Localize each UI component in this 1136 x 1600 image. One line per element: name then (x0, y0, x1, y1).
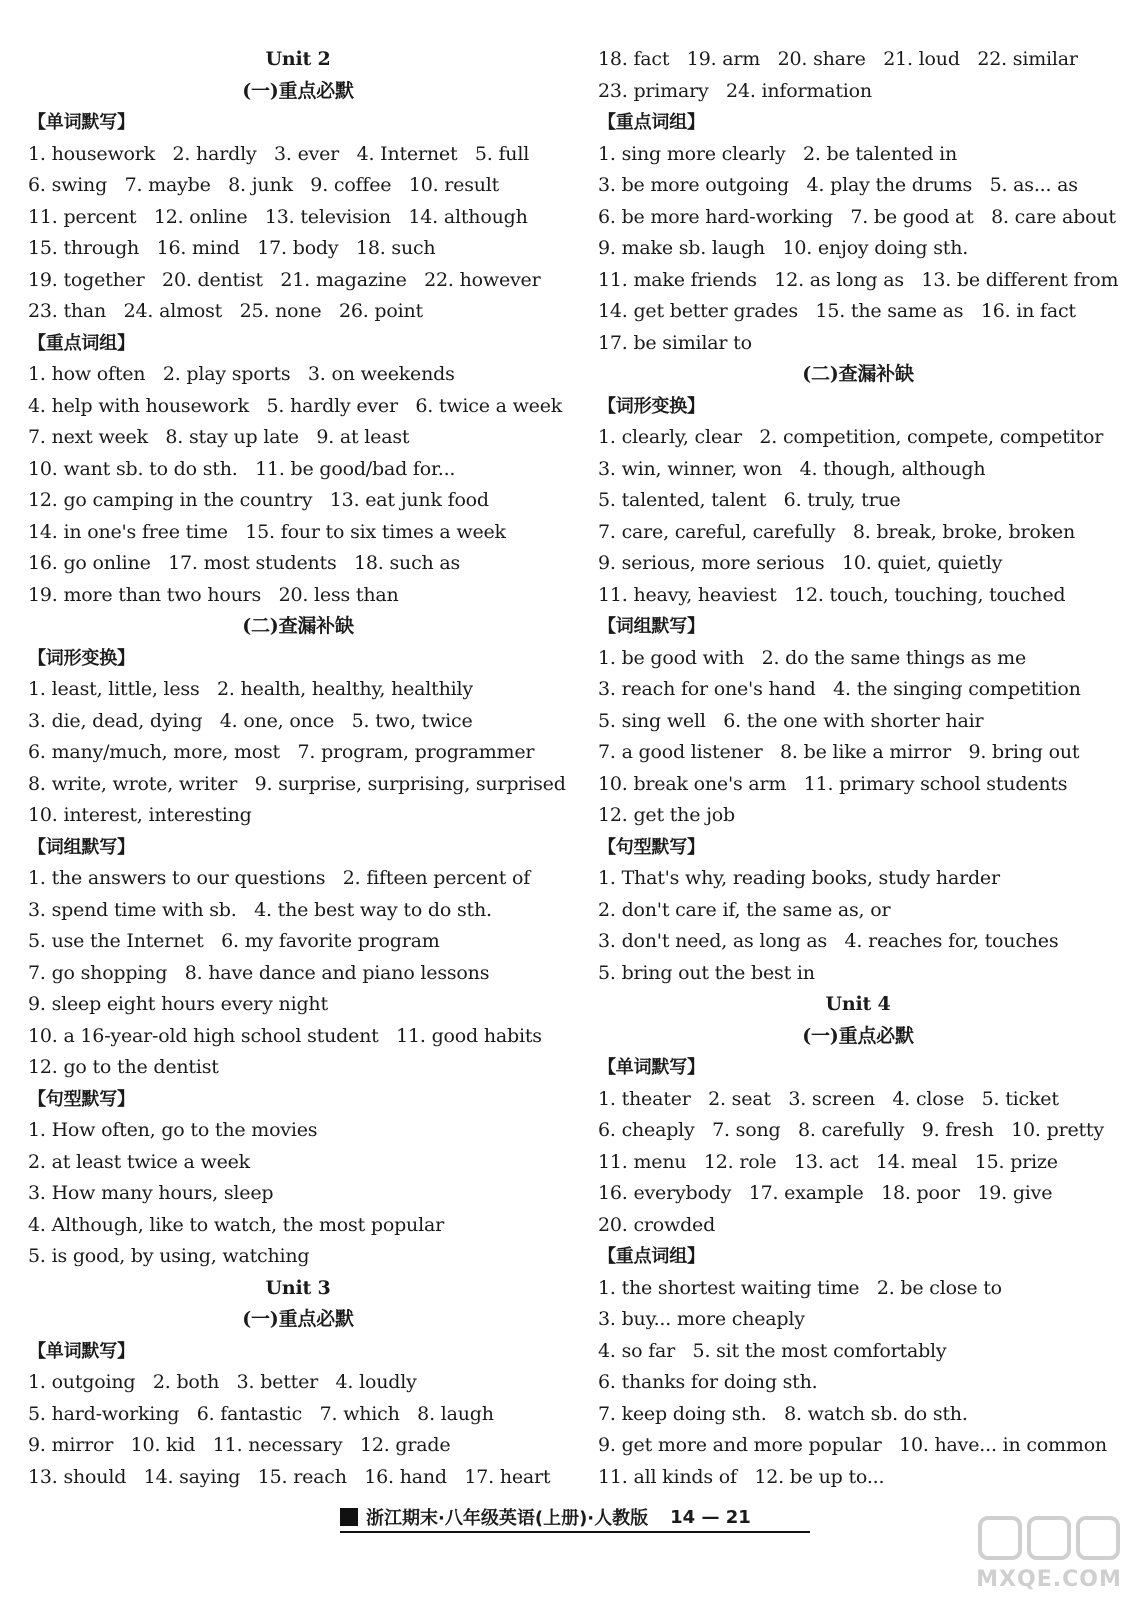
answer-line: 7. next week 8. stay up late 9. at least (28, 426, 410, 448)
answer-line: 3. don't need, as long as 4. reaches for, touches (598, 930, 1059, 952)
answer-line: 10. break one's arm 11. primary school students (598, 772, 1068, 795)
answer-line: 9. make sb. laugh 10. enjoy doing sth. (598, 237, 969, 259)
watermark-text: MXQE.COM (976, 1567, 1122, 1592)
unit-title: Unit 2 (265, 48, 331, 70)
answer-line: 13. should 14. saying 15. reach 16. hand 17. heart (28, 1465, 551, 1488)
answer-line: 4. so far 5. sit the most comfortably (598, 1339, 947, 1362)
watermark-seal-icon (974, 1512, 1124, 1568)
category-heading: 【词形变换】 (28, 647, 135, 669)
footer-square-icon (340, 1508, 358, 1526)
footer-title: 浙江期末·八年级英语(上册)·人教版 (366, 1508, 649, 1529)
answer-line: 9. serious, more serious 10. quiet, quietly (598, 552, 1003, 574)
answer-line: 4. Although, like to watch, the most popular (28, 1213, 444, 1236)
answer-line: 5. is good, by using, watching (28, 1245, 310, 1267)
unit-title: Unit 4 (825, 993, 891, 1015)
answer-line: 5. use the Internet 6. my favorite program (28, 930, 440, 952)
category-heading: 【重点词组】 (598, 112, 705, 133)
answer-line: 1. outgoing 2. both 3. better 4. loudly (28, 1371, 417, 1393)
answer-line: 3. buy... more cheaply (598, 1308, 805, 1330)
answer-line: 19. more than two hours 20. less than (28, 583, 399, 606)
watermark-logo (974, 1512, 1124, 1592)
footer-divider (340, 1531, 810, 1533)
answer-line: 14. get better grades 15. the same as 16. in fact (598, 300, 1076, 322)
answer-line: 6. many/much, more, most 7. program, programmer (28, 741, 535, 763)
answer-line: 7. a good listener 8. be like a mirror 9. bring out (598, 741, 1080, 763)
category-heading: 【句型默写】 (28, 1088, 135, 1110)
unit-title: Unit 3 (265, 1276, 331, 1299)
answer-line: 6. swing 7. maybe 8. junk 9. coffee 10. result (28, 174, 500, 196)
answer-line: 2. don't care if, the same as, or (598, 898, 891, 921)
answer-line: 11. percent 12. online 13. television 14. although (28, 205, 528, 228)
answer-line: 8. write, wrote, writer 9. surprise, surprising, surprised (28, 772, 566, 795)
answer-line: 1. least, little, less 2. health, healthy, healthily (28, 678, 473, 700)
answer-line: 3. spend time with sb. 4. the best way to do sth. (28, 898, 492, 921)
category-heading: 【句型默写】 (598, 836, 705, 858)
page-number: 14 — 21 (670, 1506, 751, 1528)
answer-line: 3. reach for one's hand 4. the singing competition (598, 678, 1081, 700)
answer-line: 19. together 20. dentist 21. magazine 22. however (28, 268, 541, 291)
section-title: (二)查漏补缺 (802, 363, 914, 385)
answer-line: 1. be good with 2. do the same things as me (598, 646, 1027, 669)
answer-line: 11. make friends 12. as long as 13. be different from (598, 268, 1119, 291)
section-title: (二)查漏补缺 (242, 615, 354, 637)
answer-line: 1. housework 2. hardly 3. ever 4. Internet 5. full (28, 142, 530, 165)
answer-line: 6. thanks for doing sth. (598, 1371, 818, 1393)
answer-line: 9. sleep eight hours every night (28, 993, 328, 1015)
answer-line: 7. keep doing sth. 8. watch sb. do sth. (598, 1402, 968, 1425)
answer-line: 12. go to the dentist (28, 1056, 219, 1078)
category-heading: 【单词默写】 (28, 1340, 135, 1362)
answer-line: 7. go shopping 8. have dance and piano lessons (28, 961, 490, 984)
answer-line: 14. in one's free time 15. four to six times a week (28, 520, 506, 543)
category-heading: 【单词默写】 (598, 1057, 705, 1078)
left-column (28, 44, 568, 1493)
answer-line: 6. be more hard-working 7. be good at 8. care about (598, 205, 1116, 228)
answer-line: 1. the answers to our questions 2. fifteen percent of (28, 867, 531, 889)
answer-line: 3. How many hours, sleep (28, 1182, 274, 1204)
page-footer (340, 1500, 810, 1534)
answer-line: 1. How often, go to the movies (28, 1119, 318, 1141)
answer-line: 10. want sb. to do sth. 11. be good/bad for... (28, 457, 456, 480)
section-title: (一)重点必默 (242, 79, 354, 102)
answer-line: 12. get the job (598, 804, 735, 826)
category-heading: 【重点词组】 (28, 332, 135, 354)
answer-line: 5. sing well 6. the one with shorter hair (598, 709, 984, 732)
answer-line: 1. That's why, reading books, study harder (598, 867, 1000, 889)
answer-line: 16. go online 17. most students 18. such as (28, 552, 461, 574)
right-column (598, 44, 1118, 1493)
category-heading: 【词组默写】 (598, 616, 705, 637)
answer-line: 4. help with housework 5. hardly ever 6. twice a week (28, 394, 563, 417)
answer-line: 10. interest, interesting (28, 804, 252, 826)
category-heading: 【单词默写】 (28, 112, 135, 133)
answer-line: 23. than 24. almost 25. none 26. point (28, 300, 423, 322)
answer-line: 12. go camping in the country 13. eat junk food (28, 489, 489, 511)
answer-line: 5. bring out the best in (598, 961, 815, 984)
answer-line: 1. sing more clearly 2. be talented in (598, 142, 958, 165)
answer-line: 20. crowded (598, 1213, 716, 1236)
answer-line: 9. mirror 10. kid 11. necessary 12. grade (28, 1434, 451, 1456)
answer-line: 10. a 16-year-old high school student 11. good habits (28, 1024, 542, 1047)
answer-line: 15. through 16. mind 17. body 18. such (28, 237, 436, 259)
answer-line: 2. at least twice a week (28, 1150, 250, 1173)
answer-line: 17. be similar to (598, 331, 752, 354)
section-title: (一)重点必默 (242, 1308, 354, 1330)
answer-line: 3. win, winner, won 4. though, although (598, 457, 986, 480)
answer-line: 18. fact 19. arm 20. share 21. loud 22. similar (598, 48, 1078, 70)
answer-line: 1. the shortest waiting time 2. be close to (598, 1276, 1002, 1299)
answer-line: 5. hard-working 6. fantastic 7. which 8. laugh (28, 1402, 494, 1425)
answer-line: 6. cheaply 7. song 8. carefully 9. fresh 10. pretty (598, 1119, 1104, 1141)
answer-line: 9. get more and more popular 10. have... in common (598, 1434, 1107, 1456)
category-heading: 【词形变换】 (598, 395, 705, 417)
answer-line: 1. how often 2. play sports 3. on weekends (28, 363, 455, 385)
category-heading: 【重点词组】 (598, 1246, 705, 1267)
answer-line: 11. heavy, heaviest 12. touch, touching, touched (598, 583, 1066, 606)
answer-line: 16. everybody 17. example 18. poor 19. give (598, 1182, 1053, 1204)
answer-line: 11. all kinds of 12. be up to... (598, 1465, 885, 1488)
answer-line: 1. theater 2. seat 3. screen 4. close 5. ticket (598, 1087, 1059, 1110)
answer-line: 5. talented, talent 6. truly, true (598, 489, 901, 511)
answer-line: 11. menu 12. role 13. act 14. meal 15. prize (598, 1150, 1058, 1173)
answer-line: 3. be more outgoing 4. play the drums 5. as... as (598, 174, 1078, 196)
category-heading: 【词组默写】 (28, 836, 135, 858)
answer-line: 23. primary 24. information (598, 79, 872, 102)
answer-line: 3. die, dead, dying 4. one, once 5. two, twice (28, 709, 473, 732)
answer-line: 7. care, careful, carefully 8. break, broke, broken (598, 520, 1076, 543)
section-title: (一)重点必默 (802, 1024, 914, 1047)
answer-line: 1. clearly, clear 2. competition, compete, competitor (598, 426, 1104, 448)
